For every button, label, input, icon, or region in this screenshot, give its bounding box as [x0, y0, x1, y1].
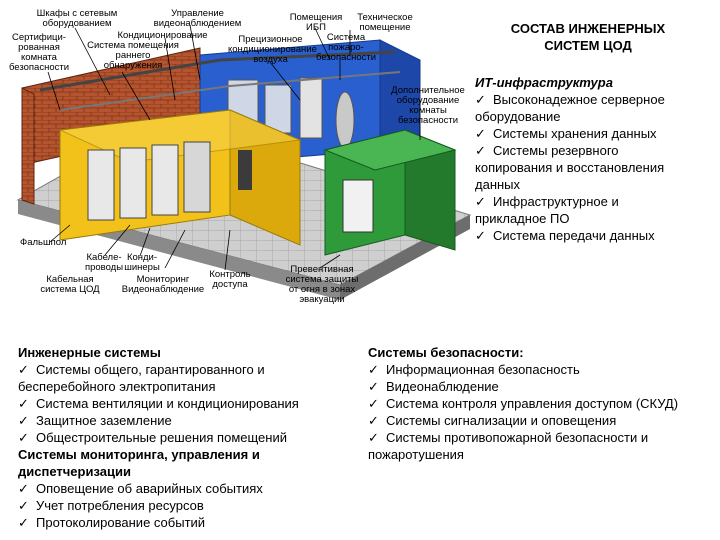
label-busbars: Конди- шинеры: [124, 252, 160, 273]
list-item: ✓ Система контроля управления доступом (СКУД): [368, 396, 679, 411]
checkmark-icon: ✓: [475, 92, 486, 107]
label-conditioning: Кондиционирование: [117, 30, 208, 41]
checkmark-icon: ✓: [18, 481, 29, 496]
checkmark-icon: ✓: [368, 430, 379, 445]
checkmark-icon: ✓: [18, 515, 29, 530]
label-early-detection: Система помещения раннего обнаружения: [87, 40, 179, 71]
checkmark-icon: ✓: [368, 396, 379, 411]
green-room: [325, 130, 455, 255]
checkmark-icon: ✓: [475, 126, 486, 141]
checkmark-icon: ✓: [475, 143, 486, 158]
label-tech-room: Техническое помещение: [357, 12, 413, 33]
checkmark-icon: ✓: [18, 362, 29, 377]
checkmark-icon: ✓: [368, 413, 379, 428]
list-item: ✓ Информационная безопасность: [368, 362, 580, 377]
list-item: ✓ Системы резервного копирования и восстановления данных: [475, 143, 665, 192]
label-certified-room: Сертифици- рованная комната безопасности: [8, 32, 70, 73]
list-item: ✓ Общестроительные решения помещений: [18, 430, 287, 445]
list-item: ✓ Протоколирование событий: [18, 515, 206, 530]
checkmark-icon: ✓: [368, 379, 379, 394]
checkmark-icon: ✓: [475, 228, 486, 243]
label-ups-rooms: Помещения ИБП: [289, 12, 343, 33]
list-item: ✓ Системы противопожарной безопасности и пожаротушения: [368, 430, 649, 462]
label-video-management: Управление видеонаблюдением: [153, 8, 242, 29]
checkmark-icon: ✓: [18, 396, 29, 411]
list-item: ✓ Система передачи данных: [475, 228, 655, 243]
security-systems-block: [368, 344, 698, 463]
label-racks: Шкафы с сетевым оборудованием: [36, 8, 118, 29]
list-item: ✓ Оповещение об аварийных событиях: [18, 481, 263, 496]
label-cable-trays: Кабеле- проводы: [84, 252, 124, 273]
list-item: ✓ Учет потребления ресурсов: [18, 498, 204, 513]
list-item: ✓ Защитное заземление: [18, 413, 172, 428]
it-heading: ИТ-инфраструктура: [475, 75, 613, 90]
label-raised-floor: Фальшпол: [20, 237, 67, 248]
list-item: ✓ Высоконадежное серверное оборудование: [475, 92, 665, 124]
checkmark-icon: ✓: [368, 362, 379, 377]
checkmark-icon: ✓: [475, 194, 486, 209]
label-access-control: Контроль доступа: [209, 269, 251, 290]
label-cable-system: Кабельная система ЦОД: [40, 274, 100, 295]
label-precision-air: Прецизионное кондиционирование воздуха: [228, 34, 317, 65]
list-item: ✓ Системы сигнализации и оповещения: [368, 413, 617, 428]
label-preventive-fire: Превентивная система защиты от огня в зонах эвакуации: [285, 264, 359, 305]
page-title: СОСТАВ ИНЖЕНЕРНЫХ СИСТЕМ ЦОД: [510, 21, 666, 53]
list-item: ✓ Видеонаблюдение: [368, 379, 499, 394]
security-heading: Системы безопасности:: [368, 345, 524, 360]
it-infrastructure-block: [475, 74, 690, 244]
checkmark-icon: ✓: [18, 413, 29, 428]
label-monitoring: Мониторинг Видеонаблюдение: [121, 274, 205, 295]
checkmark-icon: ✓: [18, 498, 29, 513]
list-item: ✓ Системы общего, гарантированного и бесперебойного электропитания: [18, 362, 265, 394]
list-item: ✓ Инфраструктурное и прикладное ПО: [475, 194, 619, 226]
engineering-systems-block: [18, 344, 338, 531]
monitoring-heading: Системы мониторинга, управления и диспетчеризации: [18, 447, 260, 479]
label-fire-system: Система пожаро- безопасности: [316, 32, 377, 63]
list-item: ✓ Системы хранения данных: [475, 126, 657, 141]
label-extra-equipment: Дополнительное оборудование комнаты безопасности: [391, 85, 465, 126]
engineering-heading: Инженерные системы: [18, 345, 161, 360]
checkmark-icon: ✓: [18, 430, 29, 445]
list-item: ✓ Система вентиляции и кондиционирования: [18, 396, 299, 411]
